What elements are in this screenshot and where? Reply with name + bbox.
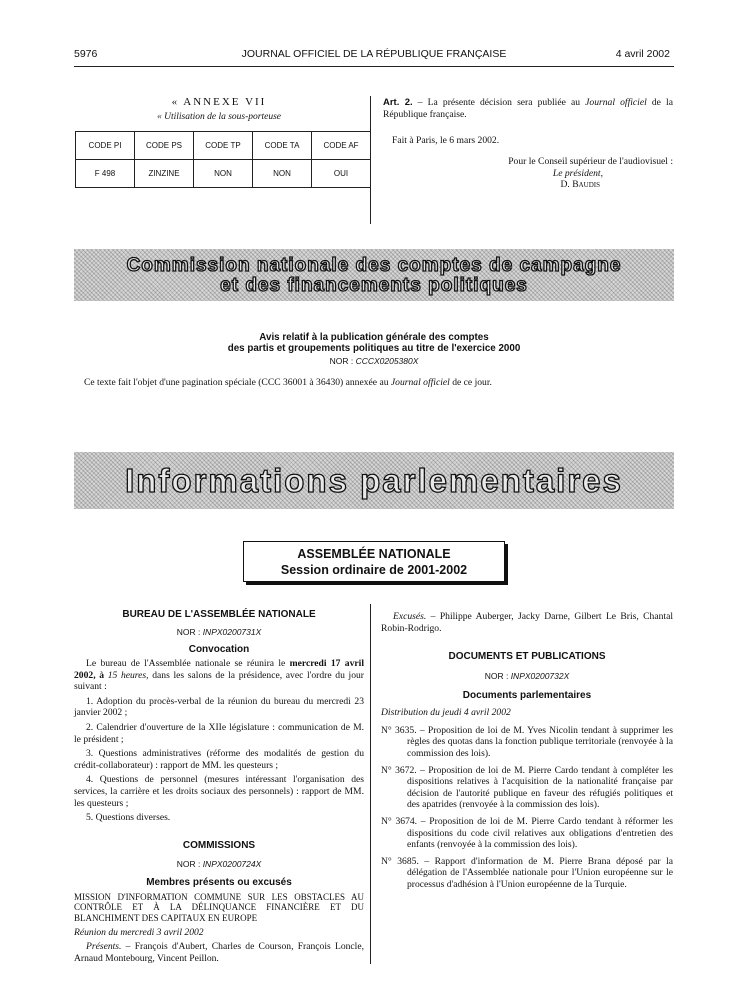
nor-code: INPX0200724X [202, 858, 262, 869]
annexe-title: « ANNEXE VII [171, 96, 267, 108]
article-text-end: de la République française. [383, 97, 673, 120]
presents-names: – François d'Aubert, Charles de Courson, François Loncle, Arnaud Montebourg, Vincent Peillon. [74, 941, 364, 964]
presents-text [74, 941, 364, 964]
table-header-cell: CODE AF [312, 132, 371, 160]
distribution-date: Distribution du jeudi 4 avril 2002 [381, 707, 511, 719]
commission-title-line2: et des financements politiques [220, 275, 528, 296]
agenda-item: 4. Questions de personnel (mesures intéressant l'organisation des services, la carrière et les droits sociaux des personnels) : rapport de MM. les questeurs ; [74, 774, 364, 809]
assemblee-box [243, 541, 505, 582]
header-rule [74, 66, 674, 67]
docs-title: DOCUMENTS ET PUBLICATIONS [448, 651, 606, 663]
excuses-text [381, 611, 673, 634]
table-cell: NON [253, 160, 312, 188]
journal-title: JOURNAL OFFICIEL DE LA RÉPUBLIQUE FRANÇAISE [241, 48, 507, 60]
bureau-title: BUREAU DE L'ASSEMBLÉE NATIONALE [122, 609, 316, 620]
avis-text [84, 377, 674, 389]
membres-title: Membres présents ou excusés [146, 876, 292, 888]
reunion-date: Réunion du mercredi 3 avril 2002 [74, 926, 204, 938]
column-rule [370, 604, 371, 964]
session-title: Session ordinaire de 2001-2002 [280, 563, 468, 577]
signature-pour: Pour le Conseil supérieur de l'audiovisuel : [508, 156, 673, 167]
docs-nor [381, 671, 673, 681]
convocation-title: Convocation [188, 644, 250, 655]
nor-label: NOR : [176, 858, 203, 869]
table-header-row [76, 132, 371, 160]
fait-a-paris: Fait à Paris, le 6 mars 2002. [392, 135, 500, 146]
commission-banner [74, 249, 674, 301]
nor-code: INPX0200731X [202, 627, 262, 637]
table-header-cell: CODE PS [135, 132, 194, 160]
agenda-item: 3. Questions administratives (réforme des modalités de gestion du crédit-collaborateur) : rapport de MM. les questeurs ; [74, 748, 364, 771]
column-rule [370, 96, 371, 224]
table-cell: ZINZINE [135, 160, 194, 188]
avis-title [74, 332, 674, 354]
nor-label: NOR : [176, 627, 203, 637]
informations-title: Informations parlementaires [125, 462, 623, 499]
commissions-nor [74, 859, 364, 869]
signature-block [383, 156, 673, 191]
excuses-label: Excusés. [393, 611, 427, 622]
commission-title-line1: Commission nationale des comptes de campagne [126, 255, 622, 276]
document-item: N° 3685. – Rapport d'information de M. Pierre Brana déposé par la délégation de l'Assemblée nationale pour l'Union européenne sur le processus d'adhésion à l'Union européenne de la Turquie. [381, 855, 673, 890]
journal-ref: Journal officiel [390, 377, 450, 388]
nor-label: NOR : [329, 356, 356, 366]
conv-text-end: dans les salons de la présidence, avec l'ordre du jour suivant : [74, 669, 364, 693]
article-2 [383, 97, 673, 120]
parl-docs-title: Documents parlementaires [462, 690, 592, 702]
article-text: – La présente décision sera publiée au [412, 97, 586, 108]
convocation-text [74, 658, 364, 693]
conv-hour: 15 heures, [107, 669, 149, 681]
informations-banner [74, 452, 674, 509]
table-cell: F 498 [76, 160, 135, 188]
table-header-cell: CODE TA [253, 132, 312, 160]
journal-ref: Journal officiel [585, 97, 647, 108]
avis-text-start: Ce texte fait l'objet d'une pagination spéciale (CCC 36001 à 36430) annexée au [84, 377, 391, 388]
document-item: N° 3635. – Proposition de loi de M. Yves Nicolin tendant à supprimer les règles des quotas dans la fonction publique territoriale (renvoyée à la commission des lois). [381, 724, 673, 759]
presents-label: Présents. [86, 941, 122, 953]
commissions-title: COMMISSIONS [182, 839, 256, 851]
nor-label: NOR : [484, 671, 511, 682]
signature-name: D. Baudis [560, 179, 600, 191]
table-cell: OUI [312, 160, 371, 188]
page-number: 5976 [74, 48, 98, 60]
left-column [74, 609, 364, 964]
avis-text-end: de ce jour. [449, 377, 492, 388]
nor-code: CCCX0205380X [355, 356, 419, 366]
agenda-item: 1. Adoption du procès-verbal de la réunion du bureau du mercredi 23 janvier 2002 ; [74, 695, 364, 719]
codes-table [75, 131, 371, 188]
document-item: N° 3672. – Proposition de loi de M. Pierre Cardo tendant à compléter les dispositions relatives à l'acquisition de la nationalité française par décision de l'autorité publique en faveur des réfugiés politiques et des apatrides (renvoyée à la commission des lois). [381, 764, 673, 811]
avis-title-line1: Avis relatif à la publication générale des comptes [259, 332, 489, 343]
agenda-item: 2. Calendrier d'ouverture de la XIIe législature : communication de M. le président ; [74, 721, 364, 745]
signature-role: Le président, [552, 167, 603, 179]
table-row [76, 160, 371, 188]
avis-nor [74, 356, 674, 366]
conv-date: mercredi 17 avril 2002, à [74, 658, 364, 681]
table-header-cell: CODE TP [194, 132, 253, 160]
assemblee-title: ASSEMBLÉE NATIONALE [297, 547, 451, 561]
mission-title: MISSION D'INFORMATION COMMUNE SUR LES OBSTACLES AU CONTRÔLE ET À LA DÉLINQUANCE FINANCIÈRE ET DU BLANCHIMENT DES CAPITAUX EN EUROPE [74, 891, 364, 923]
table-header-cell: CODE PI [76, 132, 135, 160]
document-item: N° 3674. – Proposition de loi de M. Pierre Cardo tendant à réformer les dispositions du code civil relatives aux obligations d'entretien des enfants (renvoyée à la commission des lois). [381, 815, 673, 851]
bureau-nor [74, 627, 364, 637]
nor-code: INPX0200732X [510, 671, 570, 682]
conv-text: Le bureau de l'Assemblée nationale se réunira le [86, 658, 290, 669]
excuses-names: – Philippe Auberger, Jacky Darne, Gilbert Le Bris, Chantal Robin-Rodrigo. [381, 611, 673, 634]
issue-date: 4 avril 2002 [615, 48, 670, 60]
agenda-item: 5. Questions diverses. [86, 812, 171, 824]
article-label: Art. 2. [383, 97, 413, 108]
right-column [381, 611, 673, 891]
table-cell: NON [194, 160, 253, 188]
avis-title-line2: des partis et groupements politiques au titre de l'exercice 2000 [227, 343, 521, 354]
annexe-subtitle: « Utilisation de la sous-porteuse [156, 112, 282, 122]
